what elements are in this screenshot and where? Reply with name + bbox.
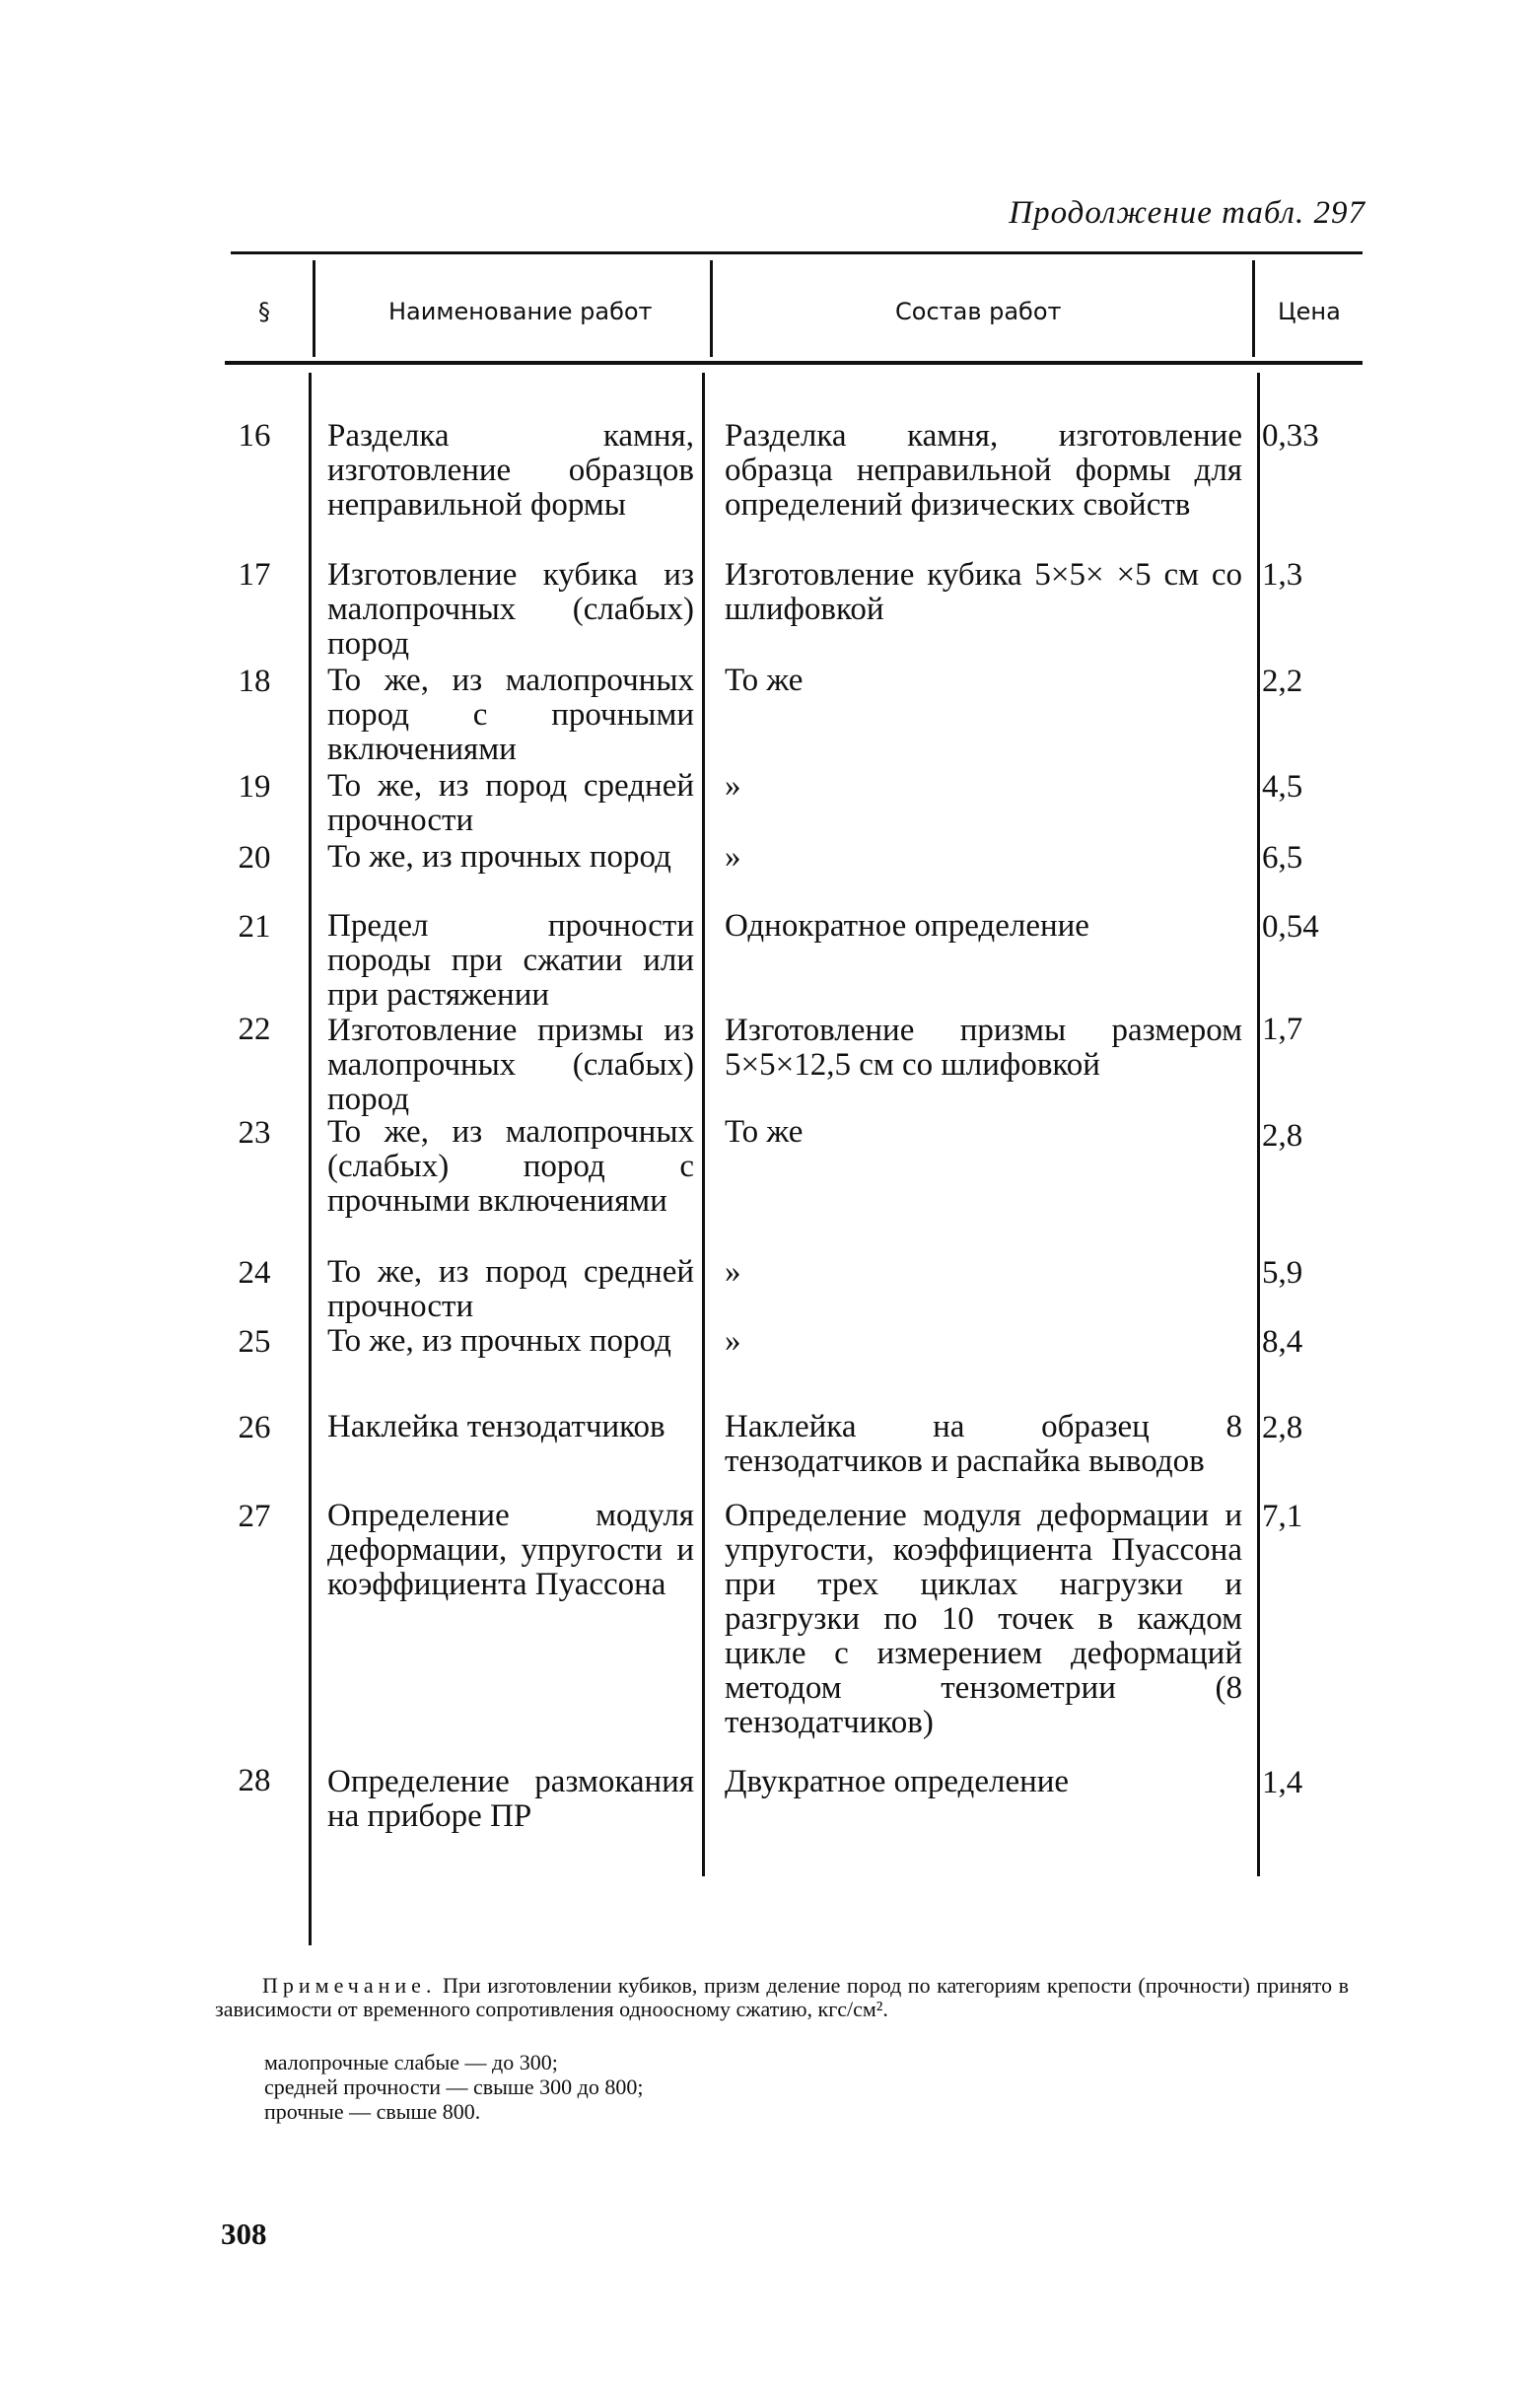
body-divider-2: [702, 373, 705, 1876]
row-number: 28: [238, 1763, 271, 1798]
row-price: 2,8: [1262, 1410, 1303, 1445]
row-name: Разделка камня, изготовление образцов неправильной формы: [327, 418, 694, 523]
row-price: 5,9: [1262, 1255, 1303, 1291]
row-number: 21: [238, 909, 271, 945]
table-caption: Продолжение табл. 297: [1009, 195, 1365, 231]
header-bottom-rule: [225, 361, 1363, 365]
row-number: 20: [238, 840, 271, 876]
note-item: средней прочности — свыше 300 до 800;: [264, 2075, 644, 2099]
body-divider-1: [309, 373, 312, 1945]
row-price: 0,54: [1262, 909, 1319, 945]
note-item: прочные — свыше 800.: [264, 2099, 481, 2124]
row-number: 18: [238, 664, 271, 699]
row-price: 7,1: [1262, 1499, 1303, 1534]
header-name: Наименование работ: [388, 298, 653, 325]
row-price: 6,5: [1262, 840, 1303, 876]
row-number: 25: [238, 1324, 271, 1360]
row-number: 16: [238, 418, 271, 454]
row-price: 2,2: [1262, 664, 1303, 699]
row-composition: Однократное определение: [725, 908, 1089, 944]
note-label: Примечание.: [262, 1973, 437, 1998]
row-price: 2,8: [1262, 1118, 1303, 1154]
row-price: 1,7: [1262, 1012, 1303, 1047]
row-composition: »: [725, 1323, 741, 1359]
header-divider-3: [1252, 260, 1255, 357]
row-price: 1,4: [1262, 1765, 1303, 1800]
row-name: Предел прочности породы при сжатии или при растяжении: [327, 908, 694, 1013]
row-name: То же, из пород средней прочности: [327, 768, 694, 838]
header-price: Цена: [1278, 298, 1341, 325]
row-composition: То же: [725, 1114, 804, 1150]
header-top-rule: [231, 251, 1363, 254]
row-composition: »: [725, 839, 741, 875]
row-composition: Двукратное определение: [725, 1764, 1070, 1799]
row-number: 27: [238, 1499, 271, 1534]
row-name: То же, из малопрочных пород с прочными включениями: [327, 663, 694, 767]
row-composition: Определение модуля деформации и упругости, коэффициента Пуассона при трех циклах нагрузки и разгрузки по 10 точек в каждом цикле с измерением деформаций методом тензометрии (8 тензодатчиков): [725, 1498, 1242, 1740]
row-name: То же, из малопрочных (слабых) пород с прочными включениями: [327, 1114, 694, 1219]
row-composition: »: [725, 768, 741, 804]
row-number: 24: [238, 1255, 271, 1291]
page-number: 308: [221, 2216, 267, 2251]
row-price: 0,33: [1262, 418, 1319, 454]
row-number: 23: [238, 1115, 271, 1151]
body-divider-3: [1257, 373, 1260, 1876]
row-composition: Изготовление кубика 5×5× ×5 см со шлифовкой: [725, 557, 1242, 627]
row-number: 22: [238, 1012, 271, 1047]
row-price: 1,3: [1262, 557, 1303, 593]
row-number: 26: [238, 1410, 271, 1445]
header-composition: Состав работ: [895, 298, 1062, 325]
row-name: Определение размокания на приборе ПР: [327, 1764, 694, 1834]
row-name: То же, из прочных пород: [327, 839, 671, 875]
row-number: 17: [238, 557, 271, 593]
row-name: Изготовление кубика из малопрочных (слабых) пород: [327, 557, 694, 662]
note-text: При изготовлении кубиков, призм деление пород по категориям крепости (прочности) принято в зависимости от временного сопротивления одноосному сжатию, кгс/см².: [215, 1973, 1350, 2021]
header-section: §: [258, 298, 270, 325]
header-divider-2: [710, 260, 713, 357]
table-note: [215, 1974, 1349, 2021]
row-composition: »: [725, 1254, 741, 1290]
row-composition: Наклейка на образец 8 тензодатчиков и распайка выводов: [725, 1409, 1242, 1479]
row-name: Определение модуля деформации, упругости и коэффициента Пуассона: [327, 1498, 694, 1602]
row-composition: Изготовление призмы размером 5×5×12,5 см со шлифовкой: [725, 1013, 1242, 1083]
row-name: Наклейка тензодатчиков: [327, 1409, 665, 1444]
row-number: 19: [238, 769, 271, 805]
row-composition: То же: [725, 663, 804, 698]
row-name: То же, из пород средней прочности: [327, 1254, 694, 1324]
row-name: То же, из прочных пород: [327, 1323, 671, 1359]
row-name: Изготовление призмы из малопрочных (слабых) пород: [327, 1013, 694, 1117]
header-divider-1: [313, 260, 315, 357]
row-price: 8,4: [1262, 1324, 1303, 1360]
row-composition: Разделка камня, изготовление образца неправильной формы для определений физических свойств: [725, 418, 1242, 523]
note-item: малопрочные слабые — до 300;: [264, 2050, 558, 2075]
row-price: 4,5: [1262, 769, 1303, 805]
